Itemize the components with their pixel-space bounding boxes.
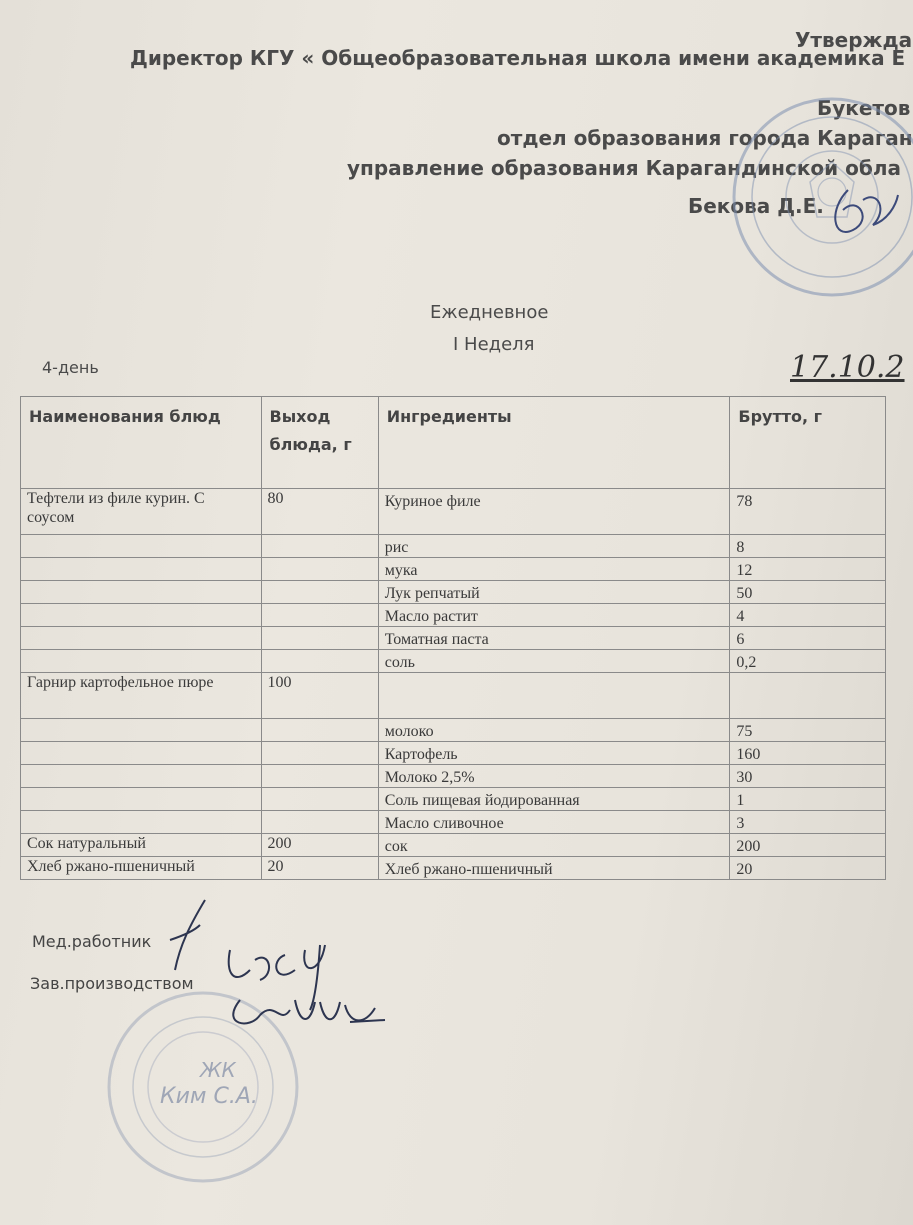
col-header-dish: Наименования блюд — [21, 397, 262, 489]
cell-yield — [261, 627, 378, 650]
cell-gross: 12 — [730, 558, 886, 581]
cell-yield: 20 — [261, 857, 378, 880]
cell-dish: Гарнир картофельное пюре — [21, 673, 262, 719]
cell-yield — [261, 765, 378, 788]
table-row — [21, 857, 886, 880]
cell-dish — [21, 627, 262, 650]
table-row — [21, 788, 886, 811]
cell-ingredient: сок — [378, 834, 730, 857]
cell-gross: 4 — [730, 604, 886, 627]
cell-ingredient: Молоко 2,5% — [378, 765, 730, 788]
cell-gross: 0,2 — [730, 650, 886, 673]
cell-ingredient — [378, 673, 730, 719]
cell-yield: 100 — [261, 673, 378, 719]
cell-gross: 8 — [730, 535, 886, 558]
cell-gross: 200 — [730, 834, 886, 857]
cell-yield — [261, 558, 378, 581]
director-line: Директор КГУ « Общеобразовательная школа имени академика Е — [130, 46, 906, 70]
cell-ingredient: Картофель — [378, 742, 730, 765]
table-row — [21, 765, 886, 788]
table-row — [21, 581, 886, 604]
cell-ingredient: Масло растит — [378, 604, 730, 627]
cell-ingredient: соль — [378, 650, 730, 673]
cell-ingredient: Лук репчатый — [378, 581, 730, 604]
stamp-jk: ЖК — [200, 1058, 236, 1082]
cell-gross: 78 — [730, 489, 886, 535]
table-row — [21, 604, 886, 627]
table-row — [21, 673, 886, 719]
cell-yield — [261, 788, 378, 811]
cell-gross: 160 — [730, 742, 886, 765]
day-label: 4-день — [42, 358, 99, 377]
table-row — [21, 650, 886, 673]
cell-dish: Тефтели из филе курин. С соусом — [21, 489, 262, 535]
cell-yield — [261, 604, 378, 627]
cell-yield: 200 — [261, 834, 378, 857]
cell-gross: 30 — [730, 765, 886, 788]
cell-yield — [261, 650, 378, 673]
cell-ingredient: Соль пищевая йодированная — [378, 788, 730, 811]
cell-dish — [21, 719, 262, 742]
cell-ingredient: Куриное филе — [378, 489, 730, 535]
table-row — [21, 489, 886, 535]
cell-dish — [21, 650, 262, 673]
cell-gross — [730, 673, 886, 719]
cell-dish: Сок натуральный — [21, 834, 262, 857]
signer-name: Бекова Д.Е. — [688, 194, 824, 218]
handwritten-date: 17.10.2 — [790, 350, 905, 385]
cell-yield: 80 — [261, 489, 378, 535]
cell-ingredient: Масло сливочное — [378, 811, 730, 834]
production-signature — [200, 930, 400, 1040]
cell-dish — [21, 811, 262, 834]
cell-yield — [261, 742, 378, 765]
approve-label: Утвержда — [795, 28, 913, 52]
cell-yield — [261, 581, 378, 604]
col-header-yield: Выход блюда, г — [261, 397, 378, 489]
table-row — [21, 811, 886, 834]
week-label: I Неделя — [453, 334, 535, 355]
director-signature — [818, 180, 899, 250]
med-worker-label: Мед.работник — [32, 932, 152, 951]
table-row — [21, 535, 886, 558]
cell-ingredient: рис — [378, 535, 730, 558]
cell-dish — [21, 742, 262, 765]
cell-dish: Хлеб ржано-пшеничный — [21, 857, 262, 880]
education-dept-line: отдел образования города Караган — [497, 126, 913, 150]
cell-gross: 20 — [730, 857, 886, 880]
cell-dish — [21, 558, 262, 581]
col-header-gross: Брутто, г — [730, 397, 886, 489]
document-title: Ежедневное — [430, 302, 549, 323]
cell-yield — [261, 535, 378, 558]
cell-dish — [21, 535, 262, 558]
production-head-label: Зав.производством — [30, 974, 194, 993]
cell-dish — [21, 604, 262, 627]
director-surname: Букетов — [817, 96, 911, 120]
col-header-ingredients: Ингредиенты — [378, 397, 730, 489]
table-row — [21, 719, 886, 742]
cell-dish — [21, 788, 262, 811]
cell-gross: 1 — [730, 788, 886, 811]
cell-yield — [261, 811, 378, 834]
education-admin-line: управление образования Карагандинской обла — [347, 156, 901, 180]
cell-gross: 3 — [730, 811, 886, 834]
table-row — [21, 558, 886, 581]
cell-dish — [21, 581, 262, 604]
cell-gross: 50 — [730, 581, 886, 604]
stamp-name: Ким С.А. — [160, 1084, 258, 1109]
table-row — [21, 834, 886, 857]
cell-ingredient: Томатная паста — [378, 627, 730, 650]
table-row — [21, 742, 886, 765]
cell-gross: 75 — [730, 719, 886, 742]
cell-ingredient: мука — [378, 558, 730, 581]
menu-table — [20, 396, 886, 880]
cell-ingredient: молоко — [378, 719, 730, 742]
cell-ingredient: Хлеб ржано-пшеничный — [378, 857, 730, 880]
cell-dish — [21, 765, 262, 788]
table-row — [21, 627, 886, 650]
cell-gross: 6 — [730, 627, 886, 650]
cell-yield — [261, 719, 378, 742]
